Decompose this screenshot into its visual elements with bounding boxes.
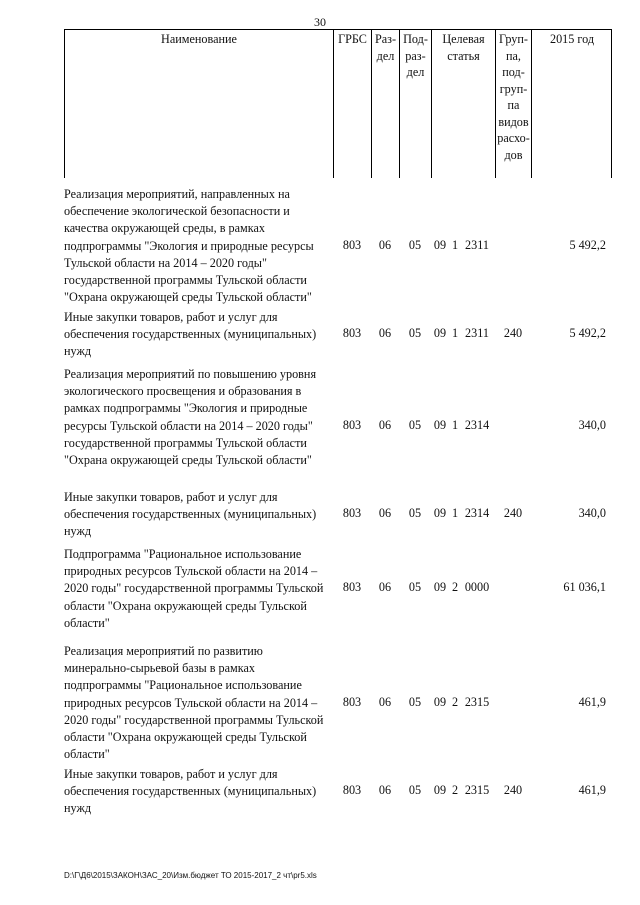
- cell-vr: 240: [503, 506, 523, 520]
- row-name: Подпрограмма "Рациональное использование природных ресурсов Тульской области на 2014 – 2020 годы" государственной программы Тульской области "Охрана окружающей среды Тульской области": [64, 547, 324, 630]
- cell-amount: 5 492,2: [569, 238, 606, 252]
- table-row: [64, 643, 612, 763]
- header-razdel: Раз- дел: [371, 29, 399, 178]
- cell-grbs: 803: [342, 238, 362, 252]
- cell-cs3: 2311: [465, 326, 489, 340]
- cell-cs1: 09: [433, 506, 447, 520]
- cell-vr: 240: [503, 783, 523, 797]
- cell-cs3: 0000: [464, 580, 490, 594]
- cell-rz: 06: [378, 695, 392, 709]
- cell-cs1: 09: [433, 326, 447, 340]
- cell-amount: 340,0: [578, 506, 606, 520]
- file-path-footer: D:\Г\Д6\2015\ЗАКОН\ЗАС_20\Изм.бюджет ТО 2015-2017_2 чт\pr5.xls: [64, 871, 317, 880]
- cell-rz: 06: [378, 580, 392, 594]
- cell-pr: 05: [408, 238, 422, 252]
- cell-amount: 461,9: [578, 783, 606, 797]
- cell-cs2: 1: [451, 418, 459, 432]
- cell-cs3: 2315: [464, 783, 490, 797]
- cell-grbs: 803: [342, 695, 362, 709]
- cell-cs1: 09: [433, 695, 447, 709]
- row-name: Реализация мероприятий по развитию минерально-сырьевой базы в рамках подпрограммы "Рациональное использование природных ресурсов Тульской области на 2014 – 2020 годы" государственной программы Тульской области "Охрана окружающей среды Тульской области": [64, 644, 324, 762]
- table-row: [64, 766, 612, 818]
- cell-grbs: 803: [342, 506, 362, 520]
- header-target-article: Целевая статья: [431, 29, 495, 178]
- cell-pr: 05: [408, 326, 422, 340]
- cell-cs2: 1: [451, 326, 459, 340]
- cell-rz: 06: [378, 506, 392, 520]
- cell-amount: 461,9: [578, 695, 606, 709]
- cell-cs1: 09: [433, 783, 447, 797]
- table-header: [64, 29, 612, 178]
- header-podrazdel: Под- раз- дел: [399, 29, 431, 178]
- table-row: [64, 186, 612, 306]
- page-number: 30: [314, 15, 326, 29]
- table-row: [64, 489, 612, 541]
- cell-amount: 5 492,2: [569, 326, 606, 340]
- cell-cs2: 2: [451, 580, 459, 594]
- table-row: [64, 546, 612, 632]
- cell-cs2: 1: [451, 506, 459, 520]
- row-name: Иные закупки товаров, работ и услуг для обеспечения государственных (муниципальных) нужд: [64, 310, 317, 359]
- cell-pr: 05: [408, 783, 422, 797]
- cell-cs2: 2: [451, 783, 459, 797]
- cell-cs2: 1: [451, 238, 459, 252]
- cell-grbs: 803: [342, 783, 362, 797]
- row-name: Реализация мероприятий по повышению уровня экологического просвещения и образования в рамках подпрограммы "Экология и природные ресурсы Тульской области на 2014 – 2020 годы" государственной программы Тульской области "Охрана окружающей среды Тульской области": [64, 367, 317, 468]
- cell-pr: 05: [408, 580, 422, 594]
- cell-amount: 340,0: [578, 418, 606, 432]
- cell-cs1: 09: [433, 580, 447, 594]
- cell-grbs: 803: [342, 326, 362, 340]
- cell-cs3: 2315: [464, 695, 490, 709]
- cell-cs3: 2311: [465, 238, 489, 252]
- cell-vr: 240: [503, 326, 523, 340]
- cell-cs3: 2314: [464, 506, 490, 520]
- cell-rz: 06: [378, 783, 392, 797]
- row-name: Реализация мероприятий, направленных на обеспечение экологической безопасности и качества окружающей среды, в рамках подпрограммы "Экология и природные ресурсы Тульской области на 2014 – 2020 годы" государственной программы Тульской области "Охрана окружающей среды Тульской области": [64, 187, 314, 305]
- cell-cs1: 09: [433, 238, 447, 252]
- header-year: 2015 год: [531, 29, 612, 178]
- cell-cs3: 2314: [464, 418, 490, 432]
- cell-pr: 05: [408, 506, 422, 520]
- row-name: Иные закупки товаров, работ и услуг для обеспечения государственных (муниципальных) нужд: [64, 767, 317, 816]
- cell-pr: 05: [408, 695, 422, 709]
- cell-rz: 06: [378, 326, 392, 340]
- cell-pr: 05: [408, 418, 422, 432]
- cell-grbs: 803: [342, 418, 362, 432]
- cell-grbs: 803: [342, 580, 362, 594]
- cell-cs1: 09: [433, 418, 447, 432]
- header-name: Наименование: [64, 29, 333, 178]
- table-row: [64, 366, 612, 486]
- cell-amount: 61 036,1: [563, 580, 606, 594]
- cell-rz: 06: [378, 418, 392, 432]
- header-expense-group: Груп- па, под- груп- па видов расхо- дов: [495, 29, 531, 178]
- header-grbs: ГРБС: [333, 29, 371, 178]
- cell-rz: 06: [378, 238, 392, 252]
- cell-cs2: 2: [451, 695, 459, 709]
- row-name: Иные закупки товаров, работ и услуг для обеспечения государственных (муниципальных) нужд: [64, 490, 317, 539]
- table-row: [64, 309, 612, 361]
